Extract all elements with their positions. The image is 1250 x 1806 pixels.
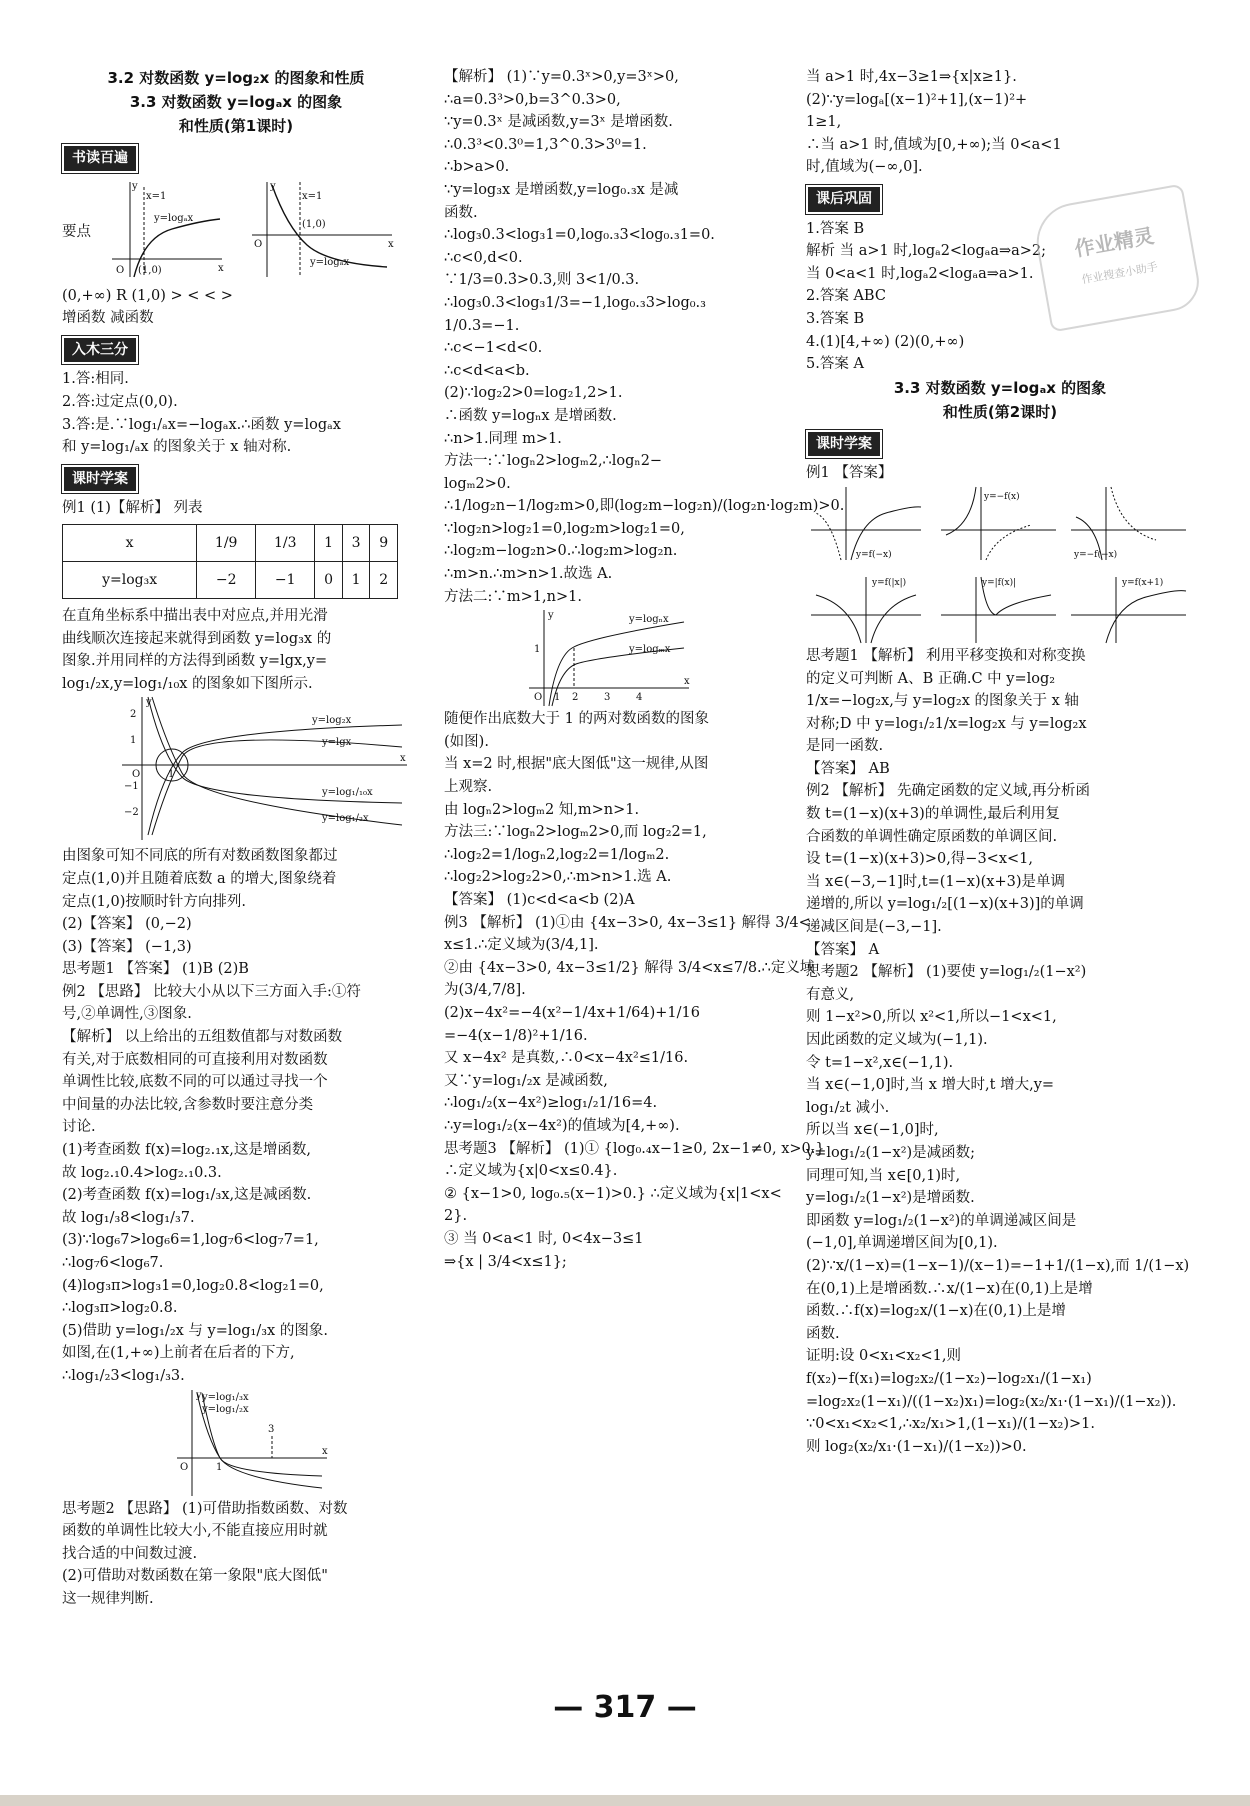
- svg-text:y=logₐx: y=logₐx: [154, 212, 194, 224]
- answer-line: 和 y=log₁/ₐx 的图象关于 x 轴对称.: [62, 439, 292, 456]
- text-line: ∴a=0.3³>0,b=3^0.3>0,: [444, 91, 621, 108]
- text-line: ②由 {4x−3>0, 4x−3≤1/2} 解得 3/4<x≤7/8.∴定义域: [444, 959, 815, 976]
- text-line: ∴y=log₁/₂(x−4x²)的值域为[4,+∞).: [444, 1117, 680, 1134]
- table-cell: 9: [370, 524, 398, 561]
- text-line: 中间量的办法比较,含参数时要注意分类: [62, 1096, 314, 1113]
- text-line: y=log₁/₂(1−x²)是增函数.: [806, 1190, 975, 1207]
- text-line: ∵0<x₁<x₂<1,∴x₂/x₁>1,(1−x₁)/(1−x₂)>1.: [806, 1416, 1096, 1433]
- table-cell: x: [63, 524, 197, 561]
- text-line: 例3 【解析】 (1)①由 {4x−3>0, 4x−3≤1} 解得 3/4<: [444, 914, 811, 931]
- text-line: 当 0<a<1 时,logₐ2<logₐa⇒a>1.: [806, 265, 1034, 282]
- graph-label: x: [400, 753, 406, 765]
- graph-label: 2: [572, 692, 579, 704]
- svg-text:x=1: x=1: [146, 190, 167, 202]
- text-line: ∴log₃0.3<log₃1=0,log₀.₃3<log₀.₃1=0.: [444, 227, 715, 244]
- section-badge: 入木三分: [62, 336, 138, 365]
- svg-text:(1,0): (1,0): [138, 264, 162, 276]
- text-line: 当 x=2 时,根据"底大图低"这一规律,从图: [444, 756, 709, 773]
- text-line: 找合适的中间数过渡.: [62, 1545, 198, 1562]
- graph-label: x: [684, 676, 690, 688]
- svg-text:(1,0): (1,0): [302, 218, 326, 230]
- text-line: ∴log₂m−log₂n>0.∴log₂m>log₂n.: [444, 543, 678, 560]
- stamp-text: 作业精灵: [1072, 223, 1156, 262]
- text-line: 由 logₙ2>logₘ2 知,m>n>1.: [444, 801, 640, 818]
- text-line: ∴log₂2=1/logₙ2,log₂2=1/logₘ2.: [444, 846, 670, 863]
- graph-label: y=logₘx: [629, 644, 671, 656]
- graph-label: y=|f(x)|: [982, 577, 1017, 588]
- page-number: — 317 —: [553, 1690, 697, 1725]
- text-line: 号,②单调性,③图象.: [62, 1006, 192, 1023]
- text-line: 思考题2 【解析】 (1)要使 y=log₁/₂(1−x²): [806, 964, 1087, 981]
- multi-log-graph: [112, 695, 412, 845]
- text-line: 有关,对于底数相同的可直接利用对数函数: [62, 1051, 328, 1068]
- text-line: (2)x−4x²=−4(x²−1/4x+1/64)+1/16: [444, 1004, 700, 1021]
- text-line: (2)【答案】 (0,−2): [62, 916, 192, 933]
- text-line: 5.答案 A: [806, 356, 864, 373]
- table-cell: y=log₃x: [63, 561, 197, 598]
- text-line: ∴c<−1<d<0.: [444, 340, 543, 357]
- text-line: (2)∵y=logₐ[(x−1)²+1],(x−1)²+: [806, 91, 1028, 108]
- section-badge: 课时学案: [62, 465, 138, 494]
- graph-label: y=logₙx: [629, 614, 669, 626]
- svg-text:x: x: [388, 238, 394, 250]
- text-line: 思考题2 【思路】 (1)可借助指数函数、对数: [62, 1500, 348, 1517]
- text-line: 方法二:∵m>1,n>1.: [444, 588, 582, 605]
- text-line: (3)∵log₆7>log₆6=1,log₇6<log₇7=1,: [62, 1232, 319, 1249]
- column-1: [62, 66, 410, 1611]
- text-line: =log₂x₂(1−x₁)/((1−x₂)x₁)=log₂(x₂/x₁·(1−x₁)/(1−x₂)).: [806, 1393, 1177, 1410]
- text-line: 2.答案 ABC: [806, 288, 886, 305]
- graph-label: O: [132, 769, 141, 781]
- text-line: 4.(1)[4,+∞) (2)(0,+∞): [806, 333, 965, 350]
- text-line: 证明:设 0<x₁<x₂<1,则: [806, 1348, 961, 1365]
- text-line: 故 log₁/₃8<log₁/₃7.: [62, 1209, 195, 1226]
- svg-text:y=logₐx: y=logₐx: [310, 256, 350, 268]
- table-cell: 2: [370, 561, 398, 598]
- text-line: 讨论.: [62, 1119, 96, 1136]
- answer-line: 1.答:相同.: [62, 371, 129, 388]
- text-line: ∴b>a>0.: [444, 159, 510, 176]
- graph-label: y=log₂x: [312, 715, 352, 727]
- text-line: 随便作出底数大于 1 的两对数函数的图象: [444, 711, 709, 728]
- text-line: 函数.: [806, 1325, 840, 1342]
- graph-label: y=log₁/₂x: [322, 813, 369, 825]
- table-cell: −2: [197, 561, 256, 598]
- footer-bar: [0, 1795, 1250, 1806]
- graph-label: −1: [124, 781, 139, 793]
- compare-log-graph: [172, 1388, 332, 1498]
- text-line: y=log₁/₂(1−x²)是减函数;: [806, 1144, 976, 1161]
- text-line: ∵log₂n>log₂1=0,log₂m>log₂1=0,: [444, 520, 685, 537]
- text-line: 同理可知,当 x∈[0,1)时,: [806, 1167, 961, 1184]
- text-line: 设 t=(1−x)(x+3)>0,得−3<x<1,: [806, 851, 1033, 868]
- graph-label: 3: [604, 692, 611, 704]
- text-line: 令 t=1−x²,x∈(−1,1).: [806, 1054, 954, 1071]
- graph-label: y=−f(−x): [1074, 549, 1118, 560]
- graph-caption: 要点: [62, 223, 91, 240]
- answer-line: 3.答:是.∵log₁/ₐx=−logₐx.∴函数 y=logₐx: [62, 416, 341, 433]
- text-line: 在(0,1)上是增函数.∴x/(1−x)在(0,1)上是增: [806, 1280, 1093, 1297]
- example-heading: 例1 【答案】: [806, 465, 893, 482]
- table-cell: 0: [315, 561, 343, 598]
- text-line: 有意义,: [806, 986, 855, 1003]
- graph-label: y=f(|x|): [872, 577, 907, 588]
- text-line: ∴c<0,d<0.: [444, 249, 523, 266]
- text-line: (1)考查函数 f(x)=log₂.₁x,这是增函数,: [62, 1142, 311, 1159]
- table-cell: −1: [256, 561, 315, 598]
- text-line: logₘ2>0.: [444, 475, 511, 492]
- section-title: 和性质(第1课时): [178, 117, 294, 135]
- graph-label: 1: [130, 735, 137, 747]
- graph-label: y=log₁/₂x: [202, 1403, 249, 1415]
- text-line: 1/x=−log₂x,与 y=log₂x 的图象关于 x 轴: [806, 693, 1079, 710]
- text-line: ∴log₂2>log₂2>0,∴m>n>1.选 A.: [444, 869, 672, 886]
- keypoint-answers: 增函数 减函数: [62, 310, 154, 327]
- text-line: (2)考查函数 f(x)=log₁/₃x,这是减函数.: [62, 1187, 312, 1204]
- section-title: 3.2 对数函数 y=log₂x 的图象和性质: [107, 69, 365, 87]
- text-line: 为(3/4,7/8].: [444, 982, 526, 999]
- text-line: ∴log₁/₂(x−4x²)≥log₁/₂1/16=4.: [444, 1095, 658, 1112]
- text-line: 【答案】 AB: [806, 760, 890, 777]
- text-line: 上观察.: [444, 779, 493, 796]
- text-line: 函数.∴f(x)=log₂x/(1−x)在(0,1)上是增: [806, 1303, 1066, 1320]
- text-line: (2)∵log₂2>0=log₂1,2>1.: [444, 385, 623, 402]
- graph-label: x: [322, 1445, 328, 1457]
- text-line: log₁/₂x,y=log₁/₁₀x 的图象如下图所示.: [62, 675, 313, 692]
- text-line: ∴log₁/₂3<log₁/₃3.: [62, 1367, 185, 1384]
- text-line: 由图象可知不同底的所有对数函数图象都过: [62, 848, 338, 865]
- graph-label: 2: [130, 709, 137, 721]
- graph-label: 3: [268, 1423, 275, 1435]
- text-line: 当 x∈(−3,−1]时,t=(1−x)(x+3)是单调: [806, 873, 1066, 890]
- graph-label: 1: [534, 644, 541, 656]
- keypoint-graphs: [62, 177, 410, 285]
- text-line: 则 1−x²>0,所以 x²<1,所以−1<x<1,: [806, 1009, 1057, 1026]
- text-line: ∴c<d<a<b.: [444, 362, 530, 379]
- graph-label: y=log₁/₁₀x: [322, 787, 373, 799]
- section-badge: 课后巩固: [806, 185, 882, 214]
- text-line: ∴当 a>1 时,值域为[0,+∞);当 0<a<1: [806, 136, 1062, 153]
- text-line: 又∵y=log₁/₂x 是减函数,: [444, 1072, 608, 1089]
- text-line: 因此函数的定义域为(−1,1).: [806, 1032, 988, 1048]
- text-line: 【解析】 (1)∵y=0.3ˣ>0,y=3ˣ>0,: [444, 69, 679, 85]
- table-cell: 1/9: [197, 524, 256, 561]
- text-line: ∴log₃π>log₂0.8.: [62, 1300, 178, 1317]
- text-line: (3)【答案】 (−1,3): [62, 938, 192, 955]
- text-line: 2}.: [444, 1208, 468, 1225]
- svg-text:y: y: [132, 180, 138, 192]
- graph-label: y=f(−x): [856, 549, 892, 560]
- graph-label: y: [548, 610, 554, 622]
- text-line: 递增的,所以 y=log₁/₂[(1−x)(x+3)]的单调: [806, 896, 1084, 913]
- section-title: 3.3 对数函数 y=logₐx 的图象: [129, 93, 343, 111]
- svg-text:x=1: x=1: [302, 190, 323, 202]
- text-line: (2)∵x/(1−x)=(1−x−1)/(x−1)=−1+1/(1−x),而 1/(1−x): [806, 1257, 1190, 1274]
- text-line: 【答案】 A: [806, 941, 880, 958]
- text-line: (如图).: [444, 733, 489, 750]
- graph-label: y=log₁/₃x: [202, 1391, 249, 1403]
- graph-label: 1: [216, 1461, 223, 1473]
- example-heading: 例1 (1)【解析】 列表: [62, 500, 203, 517]
- text-line: ⇒{x | 3/4<x≤1};: [444, 1253, 567, 1270]
- graph-label: 1: [554, 692, 561, 704]
- svg-text:y: y: [270, 180, 276, 192]
- graph-label: O: [180, 1461, 189, 1473]
- stamp-subtext: 作业搜查小助手: [1080, 260, 1159, 287]
- text-line: 函数.: [444, 204, 478, 221]
- text-line: log₁/₂t 减小.: [806, 1099, 890, 1116]
- text-line: 是同一函数.: [806, 738, 884, 755]
- text-line: ② {x−1>0, log₀.₅(x−1)>0.} ∴定义域为{x|1<x<: [444, 1185, 782, 1202]
- text-line: 则 log₂(x₂/x₁·(1−x₁)/(1−x₂))>0.: [806, 1438, 1027, 1455]
- text-line: 单调性比较,底数不同的可以通过寻找一个: [62, 1074, 328, 1091]
- text-line: ∵y=log₃x 是增函数,y=log₀.₃x 是减: [444, 181, 679, 198]
- section-badge: 书读百遍: [62, 144, 138, 173]
- text-line: ∴m>n.∴m>n>1.故选 A.: [444, 566, 613, 583]
- text-line: 解析 当 a>1 时,logₐ2<logₐa⇒a>2;: [806, 243, 1047, 260]
- text-line: 时,值域为(−∞,0].: [806, 159, 923, 176]
- text-line: ∵1/3=0.3̇>0.3,则 3<1/0.3.: [444, 272, 640, 289]
- text-line: (5)借助 y=log₁/₂x 与 y=log₁/₃x 的图象.: [62, 1322, 328, 1339]
- text-line: 【解析】 以上给出的五组数值都与对数函数: [62, 1029, 343, 1046]
- text-line: ∴1/log₂n−1/log₂m>0,即(log₂m−log₂n)/(log₂n·log₂m)>0.: [444, 498, 845, 515]
- graph-label: y: [146, 697, 152, 709]
- table-cell: 1: [342, 561, 370, 598]
- text-line: 定点(1,0)并且随着底数 a 的增大,图象绕着: [62, 870, 337, 887]
- table-row: [63, 524, 398, 561]
- text-line: 在直角坐标系中描出表中对应点,并用光滑: [62, 607, 328, 624]
- table-row: [63, 561, 398, 598]
- text-line: 数 t=(1−x)(x+3)的单调性,最后利用复: [806, 806, 1060, 823]
- text-line: 又 x−4x² 是真数,∴0<x−4x²≤1/16.: [444, 1050, 689, 1067]
- text-line: ∴定义域为{x|0<x≤0.4}.: [444, 1163, 618, 1180]
- table-cell: 1/3: [256, 524, 315, 561]
- graph-label: y=lgx: [322, 737, 352, 749]
- text-line: 递减区间是(−3,−1].: [806, 919, 942, 936]
- section-badge: 课时学案: [806, 430, 882, 459]
- text-line: 的定义可判断 A、B 正确.C 中 y=log₂: [806, 670, 1056, 687]
- base-compare-graph: [524, 608, 694, 708]
- text-line: 即函数 y=log₁/₂(1−x²)的单调递减区间是: [806, 1212, 1077, 1229]
- graph-label: y=f(x+1): [1122, 577, 1164, 588]
- text-line: 例2 【解析】 先确定函数的定义域,再分析函: [806, 783, 1091, 800]
- text-line: ∴n>1.同理 m>1.: [444, 430, 562, 447]
- text-line: ∵y=0.3ˣ 是减函数,y=3ˣ 是增函数.: [444, 114, 673, 131]
- text-line: 函数的单调性比较大小,不能直接应用时就: [62, 1523, 328, 1540]
- graph-label: y=−f(x): [984, 491, 1020, 502]
- text-line: ∴函数 y=logₙx 是增函数.: [444, 407, 617, 424]
- text-line: 1≥1,: [806, 114, 842, 131]
- graph-label: O: [534, 692, 543, 704]
- text-line: 思考题1 【答案】 (1)B (2)B: [62, 961, 249, 978]
- graph-label: y: [196, 1389, 202, 1401]
- table-cell: 1: [315, 524, 343, 561]
- text-line: 合函数的单调性确定原函数的单调区间.: [806, 828, 1058, 845]
- section-title: 3.3 对数函数 y=logₐx 的图象: [893, 378, 1107, 397]
- text-line: 当 x∈(−1,0]时,当 x 增大时,t 增大,y=: [806, 1077, 1055, 1094]
- graph-label: 1: [168, 769, 175, 781]
- text-line: 这一规律判断.: [62, 1590, 154, 1607]
- text-line: 思考题3 【解析】 (1)① {log₀.₄x−1≥0, 2x−1≠0, x>0.}: [444, 1140, 825, 1157]
- text-line: 所以当 x∈(−1,0]时,: [806, 1122, 939, 1139]
- text-line: (4)log₃π>log₃1=0,log₂0.8<log₂1=0,: [62, 1277, 324, 1294]
- text-line: f(x₂)−f(x₁)=log₂x₂/(1−x₂)−log₂x₁/(1−x₁): [806, 1370, 1092, 1387]
- text-line: ∴log₇6<log₆7.: [62, 1255, 164, 1271]
- text-line: 故 log₂.₁0.4>log₂.₁0.3.: [62, 1164, 222, 1181]
- text-line: 方法一:∵logₙ2>logₘ2,∴logₙ2−: [444, 453, 663, 470]
- text-line: 3.答案 B: [806, 310, 865, 327]
- text-line: (2)可借助对数函数在第一象限"底大图低": [62, 1568, 328, 1585]
- value-table: [62, 524, 398, 599]
- text-line: 曲线顺次连接起来就得到函数 y=log₃x 的: [62, 630, 332, 647]
- svg-text:O: O: [254, 238, 263, 250]
- text-line: 例2 【思路】 比较大小从以下三方面入手:①符: [62, 983, 361, 1000]
- svg-text:x: x: [218, 262, 224, 274]
- log-graph-pair: [102, 177, 402, 285]
- text-line: 【答案】 (1)c<d<a<b (2)A: [444, 892, 635, 908]
- transform-graphs: [806, 485, 1192, 645]
- text-line: 思考题1 【解析】 利用平移变换和对称变换: [806, 647, 1086, 664]
- graph-label: 4: [636, 692, 643, 704]
- text-line: 定点(1,0)按顺时针方向排列.: [62, 893, 246, 910]
- text-line: =−4(x−1/8)²+1/16.: [444, 1027, 588, 1044]
- text-line: ∴log₃0.3<log₃1/3=−1,log₀.₃3>log₀.₃: [444, 294, 706, 311]
- text-line: 如图,在(1,+∞)上前者在后者的下方,: [62, 1345, 295, 1362]
- table-cell: 3: [342, 524, 370, 561]
- text-line: 1/0.3=−1.: [444, 317, 520, 334]
- text-line: 图象.并用同样的方法得到函数 y=lgx,y=: [62, 653, 328, 670]
- text-line: 当 a>1 时,4x−3≥1⇒{x|x≥1}.: [806, 69, 1017, 85]
- text-line: 对称;D 中 y=log₁/₂1/x=log₂x 与 y=log₂x: [806, 715, 1087, 732]
- graph-label: −2: [124, 807, 139, 819]
- section-title: 和性质(第2课时): [942, 402, 1058, 421]
- text-line: ③ 当 0<a<1 时, 0<4x−3≤1: [444, 1230, 644, 1247]
- text-line: ∴0.3³<0.3⁰=1,3^0.3>3⁰=1.: [444, 136, 647, 153]
- text-line: x≤1.∴定义域为(3/4,1].: [444, 937, 599, 954]
- svg-text:O: O: [116, 264, 125, 276]
- text-line: 方法三:∵logₙ2>logₘ2>0,而 log₂2=1,: [444, 824, 707, 841]
- text-line: (−1,0],单调递增区间为[0,1).: [806, 1235, 998, 1252]
- text-line: 1.答案 B: [806, 220, 865, 237]
- answer-line: 2.答:过定点(0,0).: [62, 393, 178, 410]
- keypoint-answers: (0,+∞) R (1,0) > < < >: [62, 287, 233, 304]
